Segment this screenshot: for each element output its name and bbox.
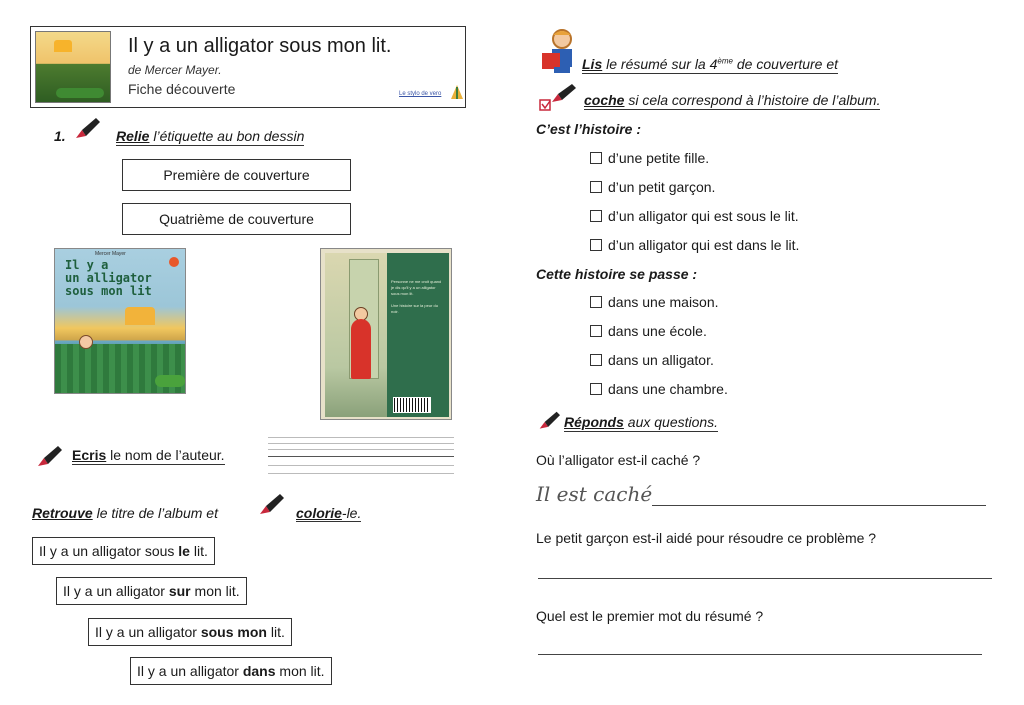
page-title: Il y a un alligator sous mon lit. [128, 35, 392, 57]
instruction-text: l’étiquette au bon dessin [149, 128, 305, 144]
barcode [393, 397, 431, 413]
pencil-icon [536, 410, 562, 432]
checkbox-option[interactable]: dans une maison. [590, 294, 719, 310]
checkbox-option[interactable]: dans une école. [590, 323, 707, 339]
checkbox-option[interactable]: d’un petit garçon. [590, 179, 715, 195]
instruction-verb: Relie [116, 128, 150, 144]
worksheet-subtitle: Fiche découverte [128, 81, 236, 97]
exercise1-instruction [116, 128, 304, 146]
story-place-heading: Cette histoire se passe : [536, 266, 698, 282]
worksheet-header [30, 26, 466, 108]
checkbox-option[interactable]: d’une petite fille. [590, 150, 709, 166]
back-cover-image[interactable] [320, 248, 452, 420]
author-instruction [72, 447, 225, 465]
brand-logo-text: Le stylo de vero [399, 91, 442, 97]
answer-line[interactable] [652, 505, 986, 506]
instruction-text: le nom de l’auteur. [106, 447, 225, 463]
front-cover-image[interactable] [54, 248, 186, 394]
check-instruction [584, 92, 880, 110]
question-1: Où l’alligator est-il caché ? [536, 452, 701, 468]
writing-line[interactable] [268, 465, 454, 466]
checkbox-option[interactable]: dans une chambre. [590, 381, 728, 397]
exercise-number: 1. [54, 128, 66, 144]
title-option[interactable]: Il y a un alligator sous le lit. [32, 537, 215, 565]
brand-pencil-icon [451, 85, 463, 99]
instruction-verb: colorie [296, 505, 342, 521]
title-instruction [32, 505, 218, 521]
instruction-text: aux questions. [623, 414, 719, 430]
checkbox[interactable] [590, 383, 602, 395]
story-about-heading: C’est l’histoire : [536, 121, 642, 137]
answer-line[interactable] [538, 578, 992, 579]
pencil-icon [256, 492, 286, 518]
writing-line[interactable] [268, 449, 454, 450]
checkbox[interactable] [590, 210, 602, 222]
front-cover-title: Il y a un alligator sous mon lit [65, 258, 152, 298]
checkbox-option[interactable]: d’un alligator qui est dans le lit. [590, 237, 799, 253]
instruction-verb: coche [584, 92, 625, 108]
colorie-instruction [296, 505, 361, 522]
checkbox[interactable] [590, 325, 602, 337]
checkbox[interactable] [590, 152, 602, 164]
answer-start-text: Il est caché [536, 482, 653, 506]
label-front-cover[interactable]: Première de couverture [122, 159, 351, 191]
instruction-verb: Retrouve [32, 505, 93, 521]
writing-line[interactable] [268, 473, 454, 474]
label-back-cover[interactable]: Quatrième de couverture [122, 203, 351, 235]
instruction-text: -le. [341, 505, 362, 521]
question-2: Le petit garçon est-il aidé pour résoudre ce problème ? [536, 530, 877, 546]
title-option[interactable]: Il y a un alligator dans mon lit. [130, 657, 332, 685]
front-cover-author: Mercer Mayer [95, 251, 126, 257]
pencil-icon [72, 116, 102, 142]
checkbox[interactable] [590, 181, 602, 193]
back-cover-text: Personne ne me croit quand je dis qu'il y a un alligator sous mon lit. Une histoire sur la peur du noir. [391, 279, 442, 314]
answer-line[interactable] [538, 654, 982, 655]
title-option[interactable]: Il y a un alligator sur mon lit. [56, 577, 247, 605]
title-option[interactable]: Il y a un alligator sous mon lit. [88, 618, 292, 646]
question-3: Quel est le premier mot du résumé ? [536, 608, 764, 624]
writing-line[interactable] [268, 443, 454, 444]
instruction-text: le titre de l’album et [92, 505, 218, 521]
checkbox[interactable] [590, 239, 602, 251]
pencil-icon [34, 444, 64, 470]
read-instruction: Lis le résumé sur la 4ème de couverture et [582, 56, 839, 72]
writing-line[interactable] [268, 456, 454, 457]
author-line: de Mercer Mayer. [128, 63, 222, 77]
writing-line[interactable] [268, 437, 454, 438]
pencil-check-icon [538, 84, 578, 114]
instruction-verb: Ecris [72, 447, 107, 463]
instruction-text: le résumé sur la 4 [602, 56, 718, 72]
cover-thumbnail [35, 31, 111, 103]
answer-instruction [564, 414, 718, 432]
instruction-verb: Lis [582, 56, 603, 72]
checkbox[interactable] [590, 354, 602, 366]
checkbox-option[interactable]: d’un alligator qui est sous le lit. [590, 208, 799, 224]
reading-child-icon [540, 27, 580, 75]
instruction-text: si cela correspond à l’histoire de l’album. [624, 92, 881, 108]
checkbox[interactable] [590, 296, 602, 308]
checkbox-option[interactable]: dans un alligator. [590, 352, 714, 368]
instruction-verb: Réponds [564, 414, 624, 430]
